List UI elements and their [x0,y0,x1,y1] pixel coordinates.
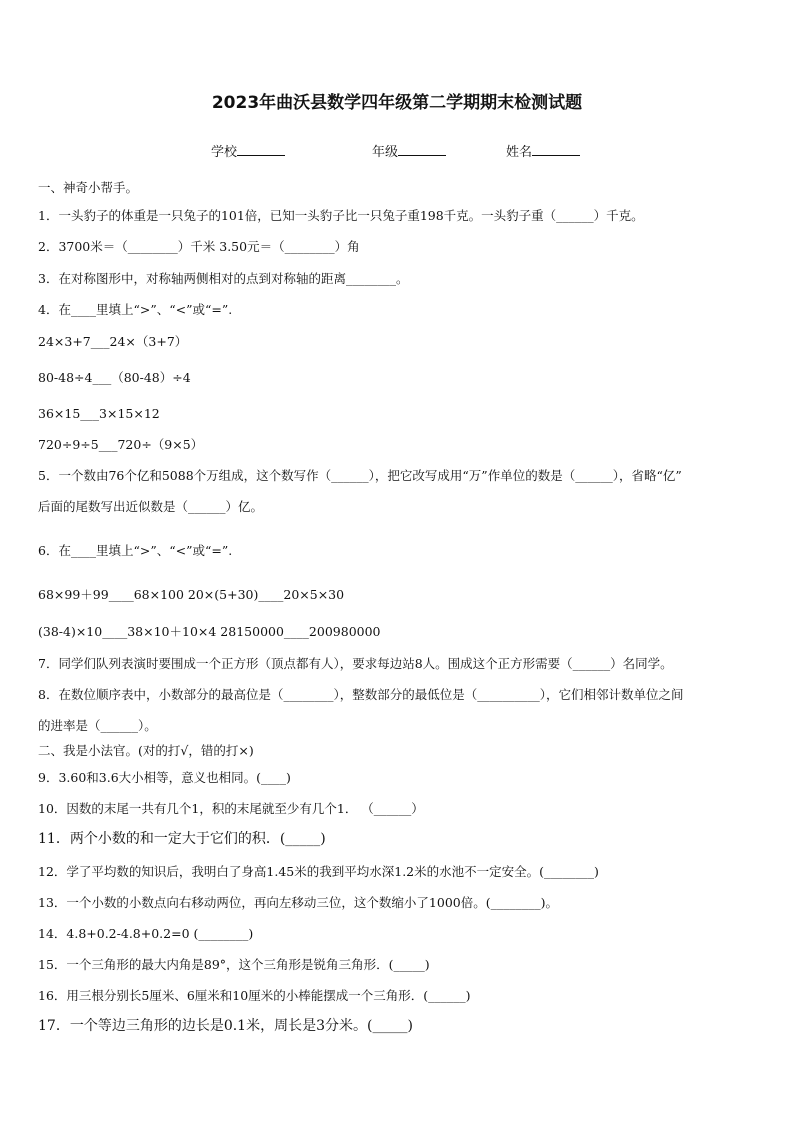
question-15: 15．一个三角形的最大内角是89°，这个三角形是锐角三角形．(_____) [38,957,430,972]
grade-field [372,141,446,160]
section-heading-2: 二、我是小法官。(对的打√，错的打×) [38,743,254,758]
question-8: 8．在数位顺序表中，小数部分的最高位是（________），整数部分的最低位是（__________），它们相邻计数单位之间 [38,687,684,702]
grade-blank[interactable] [398,143,446,156]
school-blank[interactable] [237,143,285,156]
question-14: 14．4.8+0.2-4.8+0.2=0 (________) [38,926,254,941]
grade-label: 年级 [372,145,399,160]
question-11: 11．两个小数的和一定大于它们的积．(_____) [38,831,326,847]
section-heading-1: 一、神奇小帮手。 [38,180,139,195]
name-label: 姓名 [506,145,533,160]
name-blank[interactable] [532,143,580,156]
question-10: 10．因数的末尾一共有几个1，积的末尾就至少有几个1． （______） [38,801,424,816]
school-field [211,141,285,160]
question-2: 2．3700米＝（________）千米 3.50元＝（________）角 [38,239,360,254]
question-12: 12．学了平均数的知识后，我明白了身高1.45米的我到平均水深1.2米的水池不一定安全。(________) [38,864,599,879]
question-4: 4．在____里填上“>”、“<”或“=”. [38,302,233,317]
question-17: 17．一个等边三角形的边长是0.1米，周长是3分米。(_____) [38,1018,413,1034]
question-6-row-b: (38-4)×10____38×10＋10×4 28150000____200980000 [38,624,381,639]
question-5-continued: 后面的尾数写出近似数是（______）亿。 [38,499,264,514]
question-4-item-c: 36×15___3×15×12 [38,406,160,421]
question-8-continued: 的进率是（______）。 [38,718,157,733]
question-1: 1．一头豹子的体重是一只兔子的101倍，已知一头豹子比一只兔子重198千克。一头豹子重（______）千克。 [38,208,644,223]
question-5: 5．一个数由76个亿和5088个万组成，这个数写作（______），把它改写成用“万”作单位的数是（______），省略“亿” [38,468,682,483]
question-7: 7．同学们队列表演时要围成一个正方形（顶点都有人），要求每边站8人。围成这个正方形需要（______）名同学。 [38,656,673,671]
name-field [506,141,580,160]
school-label: 学校 [211,145,238,160]
question-4-item-d: 720÷9÷5___720÷（9×5） [38,437,204,452]
question-3: 3．在对称图形中，对称轴两侧相对的点到对称轴的距离________。 [38,271,409,286]
question-4-item-b: 80-48÷4___（80-48）÷4 [38,370,191,385]
question-13: 13．一个小数的小数点向右移动两位，再向左移动三位，这个数缩小了1000倍。(________)。 [38,895,558,910]
question-9: 9．3.60和3.6大小相等，意义也相同。(____) [38,770,291,785]
question-4-item-a: 24×3+7___24×（3+7） [38,334,188,349]
question-16: 16．用三根分别长5厘米、6厘米和10厘米的小棒能摆成一个三角形．(______) [38,988,471,1003]
question-6-row-a: 68×99＋99____68×100 20×(5+30)____20×5×30 [38,587,345,602]
page-title: 2023年曲沃县数学四年级第二学期期末检测试题 [211,93,583,113]
question-6: 6．在____里填上“>”、“<”或“=”. [38,543,233,558]
